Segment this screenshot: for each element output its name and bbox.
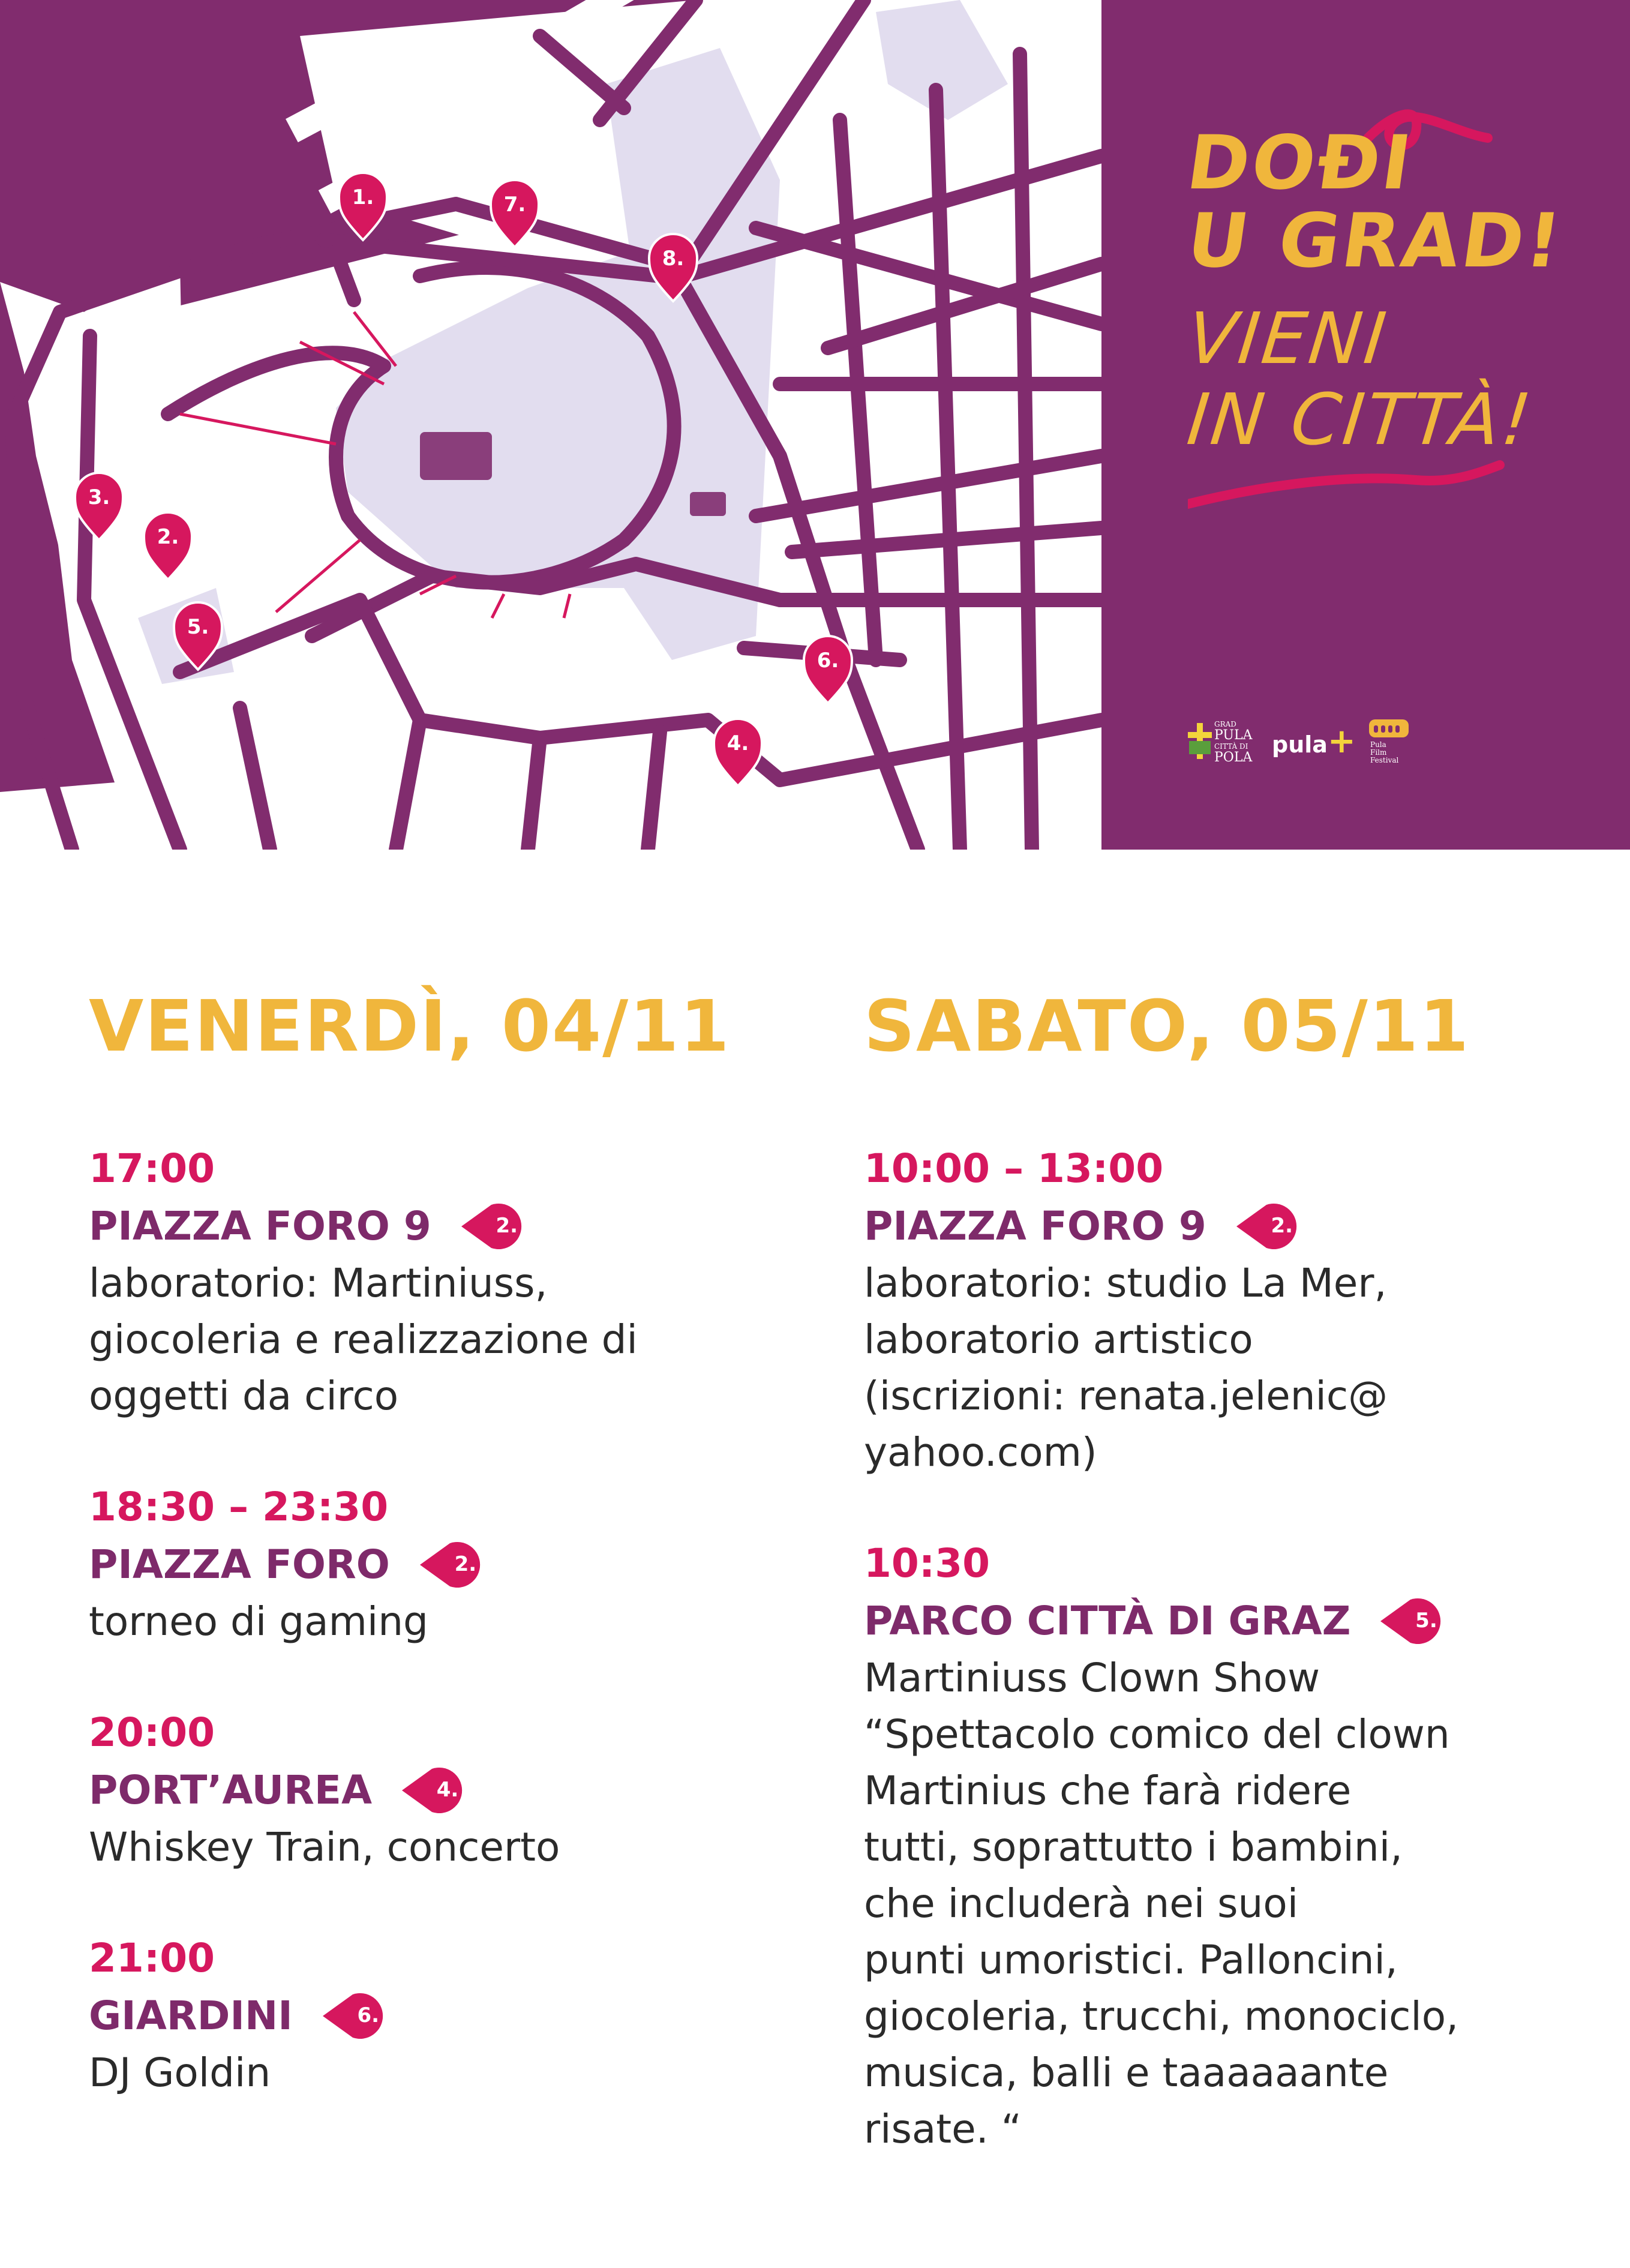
sponsor-logos [1188, 717, 1440, 771]
event-item [89, 1478, 749, 1650]
festival-line-3: Festival [1370, 756, 1399, 764]
event-place: PIAZZA FORO 9 [89, 1203, 431, 1249]
pula-plus-logo [1272, 722, 1356, 761]
event-time: 10:00 – 13:00 [864, 1145, 1164, 1192]
event-time: 18:30 – 23:30 [89, 1484, 389, 1530]
city-logo-pula: PULA [1214, 728, 1253, 743]
marker-number: 4. [436, 1778, 459, 1802]
festival-line-2: Film [1370, 748, 1387, 757]
map-marker-label: 3. [88, 485, 110, 509]
city-logo-grad: GRAD [1214, 720, 1236, 728]
slogan-it-line-2: IN CITTÀ! [1183, 378, 1538, 461]
saturday-title: SABATO, 05/11 [864, 985, 1470, 1067]
location-marker-icon [461, 1201, 533, 1252]
city-map [0, 0, 1101, 850]
marker-number: 5. [1415, 1609, 1437, 1633]
city-logo-citta: CITTÀ DI [1214, 742, 1248, 751]
location-marker-icon [1380, 1596, 1452, 1646]
header-banner [0, 0, 1630, 850]
location-marker-icon [1236, 1201, 1308, 1252]
location-marker-icon [402, 1765, 474, 1816]
map-marker-label: 7. [503, 193, 526, 217]
event-time: 20:00 [89, 1709, 215, 1756]
location-marker-icon [323, 1991, 395, 2041]
event-place: PIAZZA FORO [89, 1541, 390, 1588]
event-time: 10:30 [864, 1540, 990, 1586]
slogan-hr-line-1: DOĐI [1181, 120, 1419, 206]
friday-title: VENERDÌ, 04/11 [89, 985, 731, 1067]
event-description: Martiniuss Clown Show “Spettacolo comico del clown Martinius che farà ridere tutti, soprattutto i bambini, che includerà nei suoi punti umoristici. Palloncini, giocoleria, trucchi, monociclo, musica, balli e taaaaaante risate. “ [864, 1655, 1459, 2152]
event-description: DJ Goldin [89, 2050, 271, 2096]
location-marker-icon [420, 1540, 492, 1590]
map-marker-label: 6. [816, 649, 839, 673]
arena-icon [1368, 717, 1410, 739]
event-time: 17:00 [89, 1145, 215, 1192]
slogan-it-line-1: VIENI [1183, 297, 1392, 380]
event-item [89, 1704, 749, 1876]
event-item [89, 1140, 749, 1424]
event-place: PORT’AUREA [89, 1767, 373, 1813]
festival-line-1: Pula [1370, 740, 1386, 749]
map-marker-label: 5. [187, 615, 209, 639]
map-marker-label: 1. [352, 185, 374, 209]
friday-column [89, 984, 749, 2155]
event-place: PIAZZA FORO 9 [864, 1203, 1206, 1249]
event-item [864, 1535, 1596, 2158]
map-marker-label: 8. [662, 247, 685, 271]
marker-number: 6. [357, 2003, 380, 2027]
slogan [1181, 90, 1569, 546]
event-description: laboratorio: studio La Mer, laboratorio artistico (iscrizioni: renata.jelenic@ yahoo.com) [864, 1260, 1388, 1475]
map-marker-label: 4. [727, 731, 749, 755]
event-item [89, 1930, 749, 2101]
event-description: Whiskey Train, concerto [89, 1824, 560, 1870]
event-place: PARCO CITTÀ DI GRAZ [864, 1598, 1351, 1644]
event-description: torneo di gaming [89, 1598, 428, 1645]
marker-number: 2. [1271, 1214, 1293, 1238]
city-cross-icon [1188, 723, 1212, 759]
pula-plus-text: pula [1272, 731, 1328, 758]
map-marker-label: 2. [157, 525, 179, 549]
marker-number: 2. [496, 1214, 518, 1238]
plus-icon: + [1327, 722, 1356, 761]
event-time: 21:00 [89, 1935, 215, 1981]
event-item [864, 1140, 1596, 1481]
slogan-hr-line-2: U GRAD! [1181, 198, 1569, 284]
city-logo-pola: POLA [1214, 750, 1253, 765]
event-description: laboratorio: Martiniuss, giocoleria e realizzazione di oggetti da circo [89, 1260, 638, 1419]
event-place: GIARDINI [89, 1993, 293, 2039]
saturday-column [864, 984, 1596, 2212]
marker-number: 2. [454, 1552, 477, 1576]
